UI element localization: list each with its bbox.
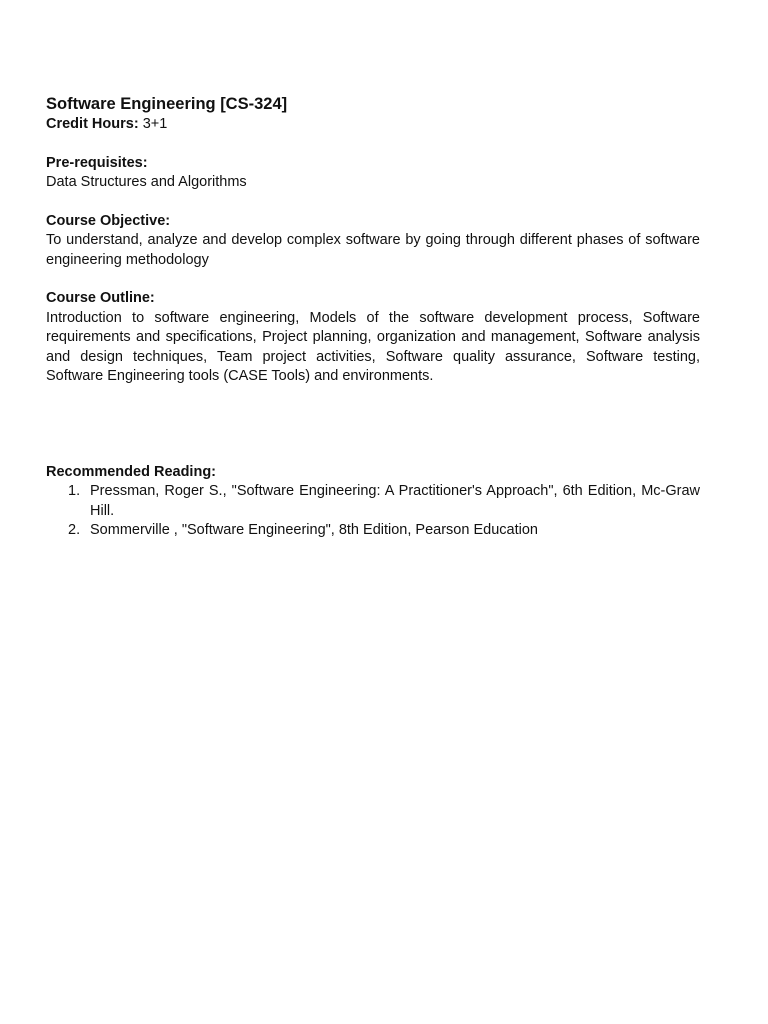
credit-hours-label: Credit Hours: — [46, 116, 139, 132]
outline-heading: Course Outline: — [46, 290, 155, 306]
reading-list — [46, 482, 700, 541]
reading-section — [46, 463, 700, 541]
reading-item-number: 1. — [68, 483, 81, 499]
reading-item-number: 2. — [68, 522, 81, 538]
reading-item-text: Pressman, Roger S., "Software Engineering: A Practitioner's Approach", 6th Edition, Mc-Graw Hill. — [90, 483, 700, 519]
credit-hours-value: 3+1 — [142, 116, 168, 132]
prerequisites-section — [46, 154, 700, 193]
reading-item — [46, 482, 700, 521]
reading-heading: Recommended Reading: — [46, 463, 216, 480]
outline-section — [46, 289, 700, 387]
objective-text: To understand, analyze and develop complex software by going through different phases of software engineering methodology — [46, 232, 700, 268]
outline-text: Introduction to software engineering, Models of the software development process, Software requirements and specifications, Project planning, organization and management, Software analysis and design techniques, Team project activities, Software quality assurance, Software testing, Software Engineering tools (CASE Tools) and environments. — [46, 309, 700, 384]
course-title: Software Engineering [CS-324] — [46, 95, 288, 113]
objective-heading: Course Objective: — [46, 212, 171, 229]
credit-hours — [46, 115, 700, 135]
prerequisites-heading: Pre-requisites: — [46, 154, 148, 171]
reading-item-text: Sommerville , "Software Engineering", 8th Edition, Pearson Education — [90, 522, 538, 538]
prerequisites-text: Data Structures and Algorithms — [46, 174, 247, 190]
reading-item — [46, 521, 700, 541]
course-document — [46, 93, 700, 541]
objective-section — [46, 212, 700, 271]
